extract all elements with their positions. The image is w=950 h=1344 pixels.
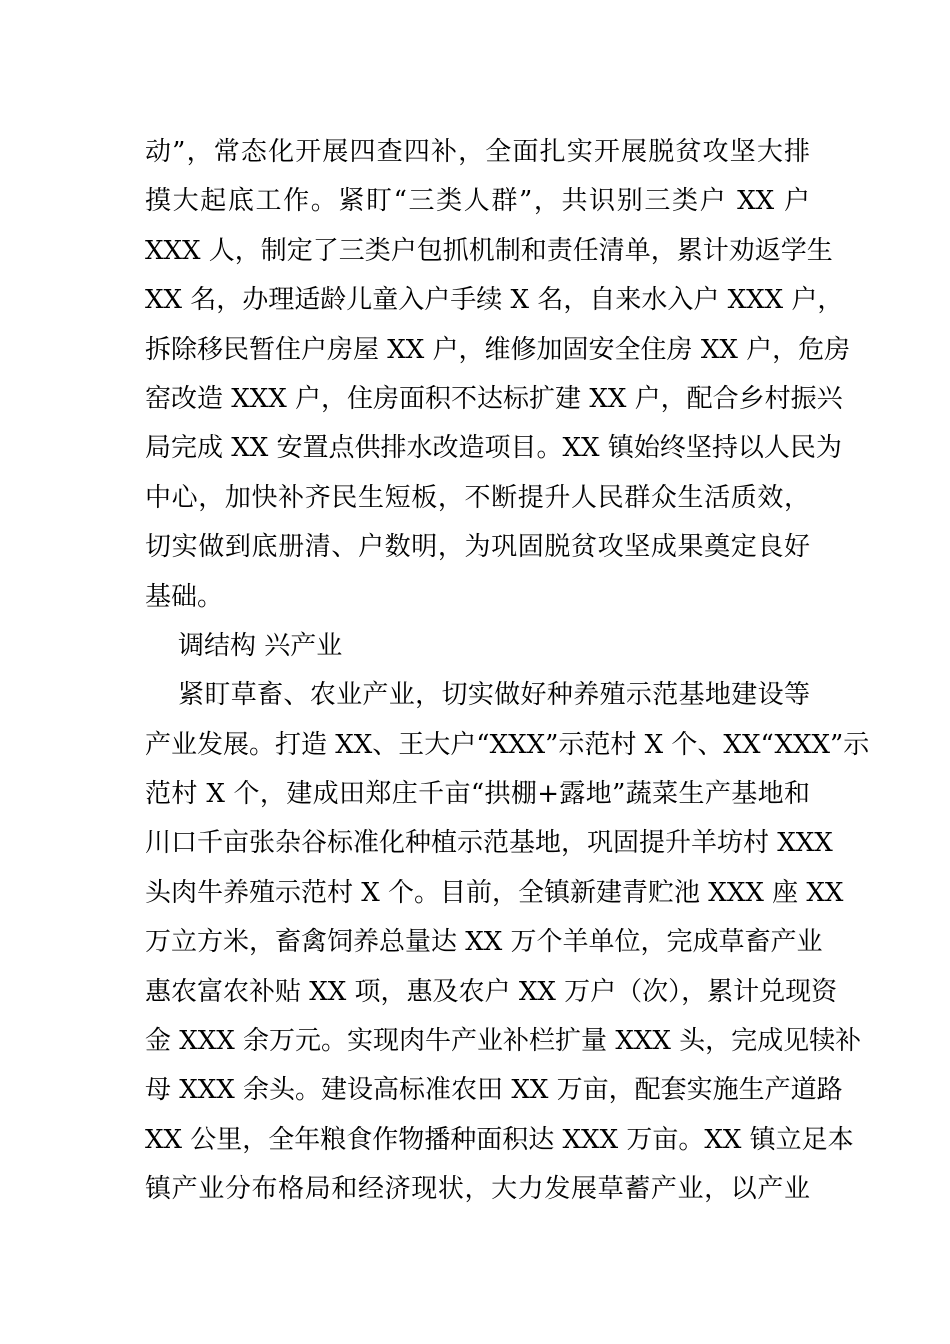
text-line: XX 名，办理适龄儿童入户手续 X 名，自来水入户 XXX 户， xyxy=(145,285,844,316)
text-line: 惠农富农补贴 XX 项，惠及农户 XX 万户（次），累计兑现资 xyxy=(145,976,838,1007)
text-line: 镇产业分布格局和经济现状，大力发展草蓄产业，以产业 xyxy=(145,1174,810,1205)
text-line: 局完成 XX 安置点供排水改造项目。XX 镇始终坚持以人民为 xyxy=(145,433,842,464)
text-line: 动”，常态化开展四查四补，全面扎实开展脱贫攻坚大排 xyxy=(145,137,810,167)
text-line: XX 公里，全年粮食作物播种面积达 XXX 万亩。XX 镇立足本 xyxy=(145,1124,854,1155)
text-line: 中心，加快补齐民生短板，不断提升人民群众生活质效， xyxy=(145,482,810,513)
document-body xyxy=(145,128,870,1215)
text-line: 窑改造 XXX 户，住房面积不达标扩建 XX 户，配合乡村振兴 xyxy=(145,383,843,414)
text-line: 头肉牛养殖示范村 X 个。目前，全镇新建青贮池 XXX 座 XX xyxy=(145,877,844,908)
text-line: 基础。 xyxy=(145,581,224,612)
section-heading: 调结构 兴产业 xyxy=(178,630,343,661)
paragraph-first-line: 紧盯草畜、农业产业，切实做好种养殖示范基地建设等 xyxy=(178,680,810,711)
text-line: 摸大起底工作。紧盯“三类人群”，共识别三类户 XX 户 xyxy=(145,186,810,217)
text-line: 切实做到底册清、户数明，为巩固脱贫攻坚成果奠定良好 xyxy=(145,532,810,563)
text-line: 万立方米，畜禽饲养总量达 XX 万个羊单位，完成草畜产业 xyxy=(145,927,823,958)
text-line: 金 XXX 余万元。实现肉牛产业补栏扩量 XXX 头，完成见犊补 xyxy=(145,1026,862,1057)
text-line: XXX 人，制定了三类户包抓机制和责任清单，累计劝返学生 xyxy=(145,235,833,266)
text-line: 产业发展。打造 XX、王大户“XXX”示范村 X 个、XX“XXX”示 xyxy=(145,729,870,760)
text-line: 川口千亩张杂谷标准化种植示范基地，巩固提升羊坊村 XXX xyxy=(145,828,833,859)
text-line: 范村 X 个，建成田郑庄千亩“拱棚+露地”蔬菜生产基地和 xyxy=(145,779,810,810)
text-line: 母 XXX 余头。建设高标准农田 XX 万亩，配套实施生产道路 xyxy=(145,1075,843,1106)
text-line: 拆除移民暂住户房屋 XX 户，维修加固安全住房 XX 户，危房 xyxy=(145,334,851,365)
